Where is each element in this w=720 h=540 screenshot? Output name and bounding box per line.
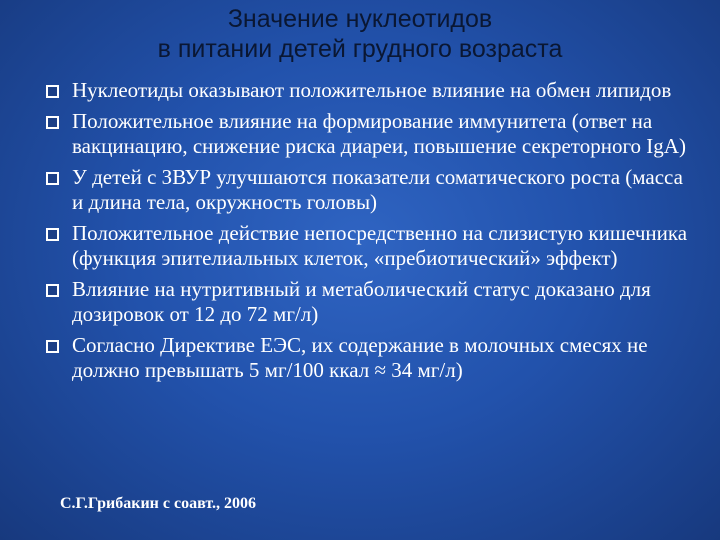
- bullet-text: У детей с ЗВУР улучшаются показатели соматического роста (масса и длина тела, окружность головы): [72, 165, 683, 214]
- square-bullet-icon: [46, 284, 59, 297]
- bullet-text: Положительное влияние на формирование иммунитета (ответ на вакцинацию, снижение риска диареи, повышение секреторного IgA): [72, 109, 686, 158]
- slide-title-line-2: в питании детей грудного возраста: [157, 35, 563, 63]
- slide-title-line-1: Значение нуклеотидов: [227, 5, 493, 33]
- bullet-item: [44, 165, 694, 215]
- bullet-item: [44, 221, 694, 271]
- bullet-text: Положительное действие непосредственно на слизистую кишечника (функция эпителиальных клеток, «пребиотический» эффект): [72, 221, 688, 270]
- square-bullet-icon: [46, 172, 59, 185]
- bullet-item: [44, 277, 694, 327]
- slide-title: [0, 4, 720, 64]
- square-bullet-icon: [46, 85, 59, 98]
- square-bullet-icon: [46, 228, 59, 241]
- bullet-text: Согласно Директиве ЕЭС, их содержание в молочных смесях не должно превышать 5 мг/100 ккал ≈ 34 мг/л): [72, 333, 648, 382]
- square-bullet-icon: [46, 340, 59, 353]
- bullet-item: [44, 333, 694, 383]
- bullet-item: [44, 109, 694, 159]
- square-bullet-icon: [46, 116, 59, 129]
- bullet-item: [44, 78, 694, 103]
- bullet-text: Нуклеотиды оказывают положительное влияние на обмен липидов: [72, 78, 672, 102]
- bullet-list: [44, 78, 694, 389]
- bullet-text: Влияние на нутритивный и метаболический статус доказано для дозировок от 12 до 72 мг/л): [72, 277, 651, 326]
- citation: С.Г.Грибакин с соавт., 2006: [60, 495, 256, 512]
